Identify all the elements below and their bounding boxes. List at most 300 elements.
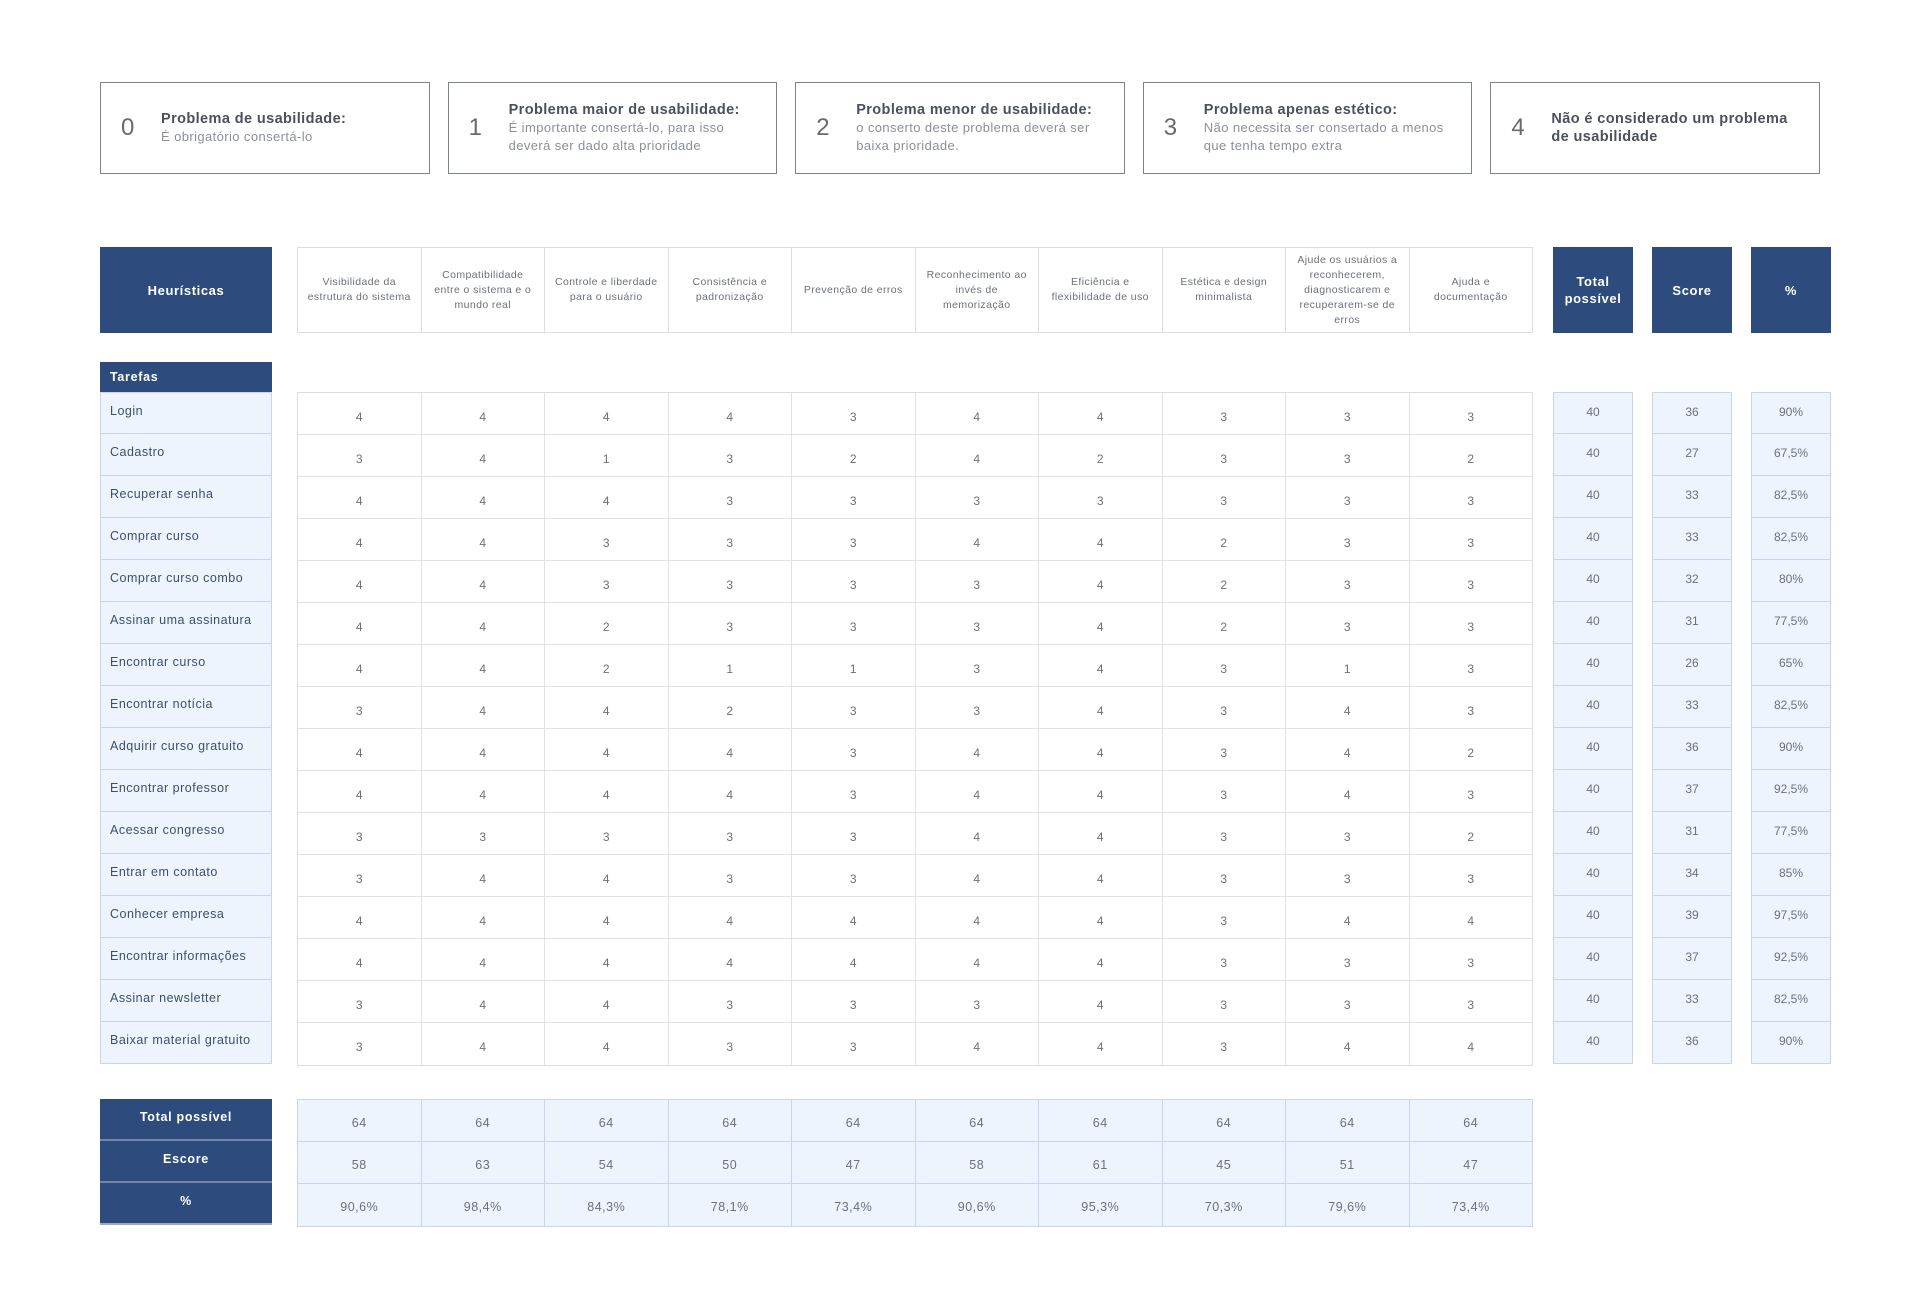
summary-cell: 90,6% [298,1184,422,1226]
summary-cell: 61 [1039,1142,1163,1183]
legend-item [1490,82,1820,174]
score-cell: 2 [1163,519,1287,560]
score-cell: 3 [1467,787,1475,802]
summary-cell: 64 [422,1100,546,1141]
score-cell: 3 [1286,561,1410,602]
table-row [298,393,1532,435]
score-cell: 4 [1039,897,1163,938]
score-cell: 4 [916,897,1040,938]
score-cell: 3 [1467,871,1475,886]
summary-cell: 54 [545,1142,669,1183]
heuristic-header-cell: Eficiência e flexibilidade de uso [1039,248,1163,332]
summary-cell: 51 [1286,1142,1410,1183]
score-cell: 4 [1039,561,1163,602]
score-cell: 3 [1163,729,1287,770]
score-cell: 3 [1467,493,1475,508]
score-total-cell: 33 [1652,476,1732,518]
total-cell: 40 [1553,518,1633,560]
task-label: Comprar curso [100,518,272,560]
score-total-cell: 32 [1652,560,1732,602]
score-cell: 4 [298,729,422,770]
score-cell: 2 [1163,561,1287,602]
score-cell: 4 [422,435,546,476]
score-cell: 3 [792,561,916,602]
score-cell: 3 [545,813,669,854]
legend-item [1143,82,1473,174]
table-row [298,771,1532,813]
table-row [298,477,1532,519]
summary-cell: 73,4% [792,1184,916,1226]
legend-title: Não é considerado um problema de usabilidade [1551,111,1788,145]
score-cell: 3 [669,477,793,518]
legend-title: Problema menor de usabilidade: [856,102,1093,118]
percent-cell: 85% [1751,854,1831,896]
score-cell: 3 [298,813,422,854]
total-cell: 40 [1553,434,1633,476]
summary-label: % [100,1183,272,1225]
score-cell: 3 [792,729,916,770]
score-cell: 4 [422,687,546,728]
legend-item [100,82,430,174]
score-cell: 4 [545,771,669,812]
heuristic-header-cell: Estética e design minimalista [1163,248,1287,332]
legend-description: o conserto deste problema deverá ser baixa prioridade. [856,120,1090,153]
score-cell: 4 [669,897,793,938]
score-cell: 4 [298,393,422,434]
total-cell: 40 [1553,392,1633,434]
summary-label: Escore [100,1141,272,1183]
total-column [1553,392,1633,1064]
score-cell: 4 [545,939,669,980]
score-cell: 4 [422,771,546,812]
percent-cell: 97,5% [1751,896,1831,938]
score-total-cell: 37 [1652,938,1732,980]
table-row [298,855,1532,897]
score-total-cell: 31 [1652,602,1732,644]
percent-cell: 90% [1751,728,1831,770]
summary-cell: 64 [1286,1100,1410,1141]
score-cell: 2 [545,645,669,686]
heuristic-header-cell: Ajuda e documentação [1433,276,1508,303]
score-cell: 4 [916,519,1040,560]
score-cell: 2 [1467,829,1475,844]
legend-number: 2 [816,114,830,141]
score-cell: 3 [669,519,793,560]
score-cell: 3 [669,1023,793,1065]
score-cell: 3 [916,603,1040,644]
total-cell: 40 [1553,770,1633,812]
summary-cell: 47 [1463,1157,1479,1172]
score-cell: 3 [1286,855,1410,896]
score-cell: 2 [792,435,916,476]
table-row [298,813,1532,855]
score-cell: 3 [1163,477,1287,518]
summary-cell: 70,3% [1163,1184,1287,1226]
total-cell: 40 [1553,812,1633,854]
legend-number: 4 [1511,114,1525,141]
score-cell: 2 [1467,745,1475,760]
percent-cell: 77,5% [1751,602,1831,644]
percent-cell: 82,5% [1751,518,1831,560]
score-cell: 3 [792,771,916,812]
score-cell: 3 [545,519,669,560]
task-label: Encontrar notícia [100,686,272,728]
score-cell: 3 [298,435,422,476]
score-cell: 3 [792,687,916,728]
score-cell: 3 [916,645,1040,686]
score-total-cell: 33 [1652,980,1732,1022]
summary-cell: 50 [669,1142,793,1183]
score-total-cell: 33 [1652,518,1732,560]
score-cell: 4 [298,561,422,602]
legend-title: Problema apenas estético: [1203,102,1398,118]
score-cell: 4 [1039,981,1163,1022]
score-cell: 3 [1467,535,1475,550]
score-cell: 3 [1286,435,1410,476]
score-cell: 3 [1163,897,1287,938]
percent-cell: 90% [1751,392,1831,434]
summary-cell: 64 [669,1100,793,1141]
score-cell: 4 [669,729,793,770]
score-cell: 4 [422,939,546,980]
score-total-cell: 36 [1652,728,1732,770]
total-possible-header: Total possível [1553,247,1633,333]
score-cell: 3 [422,813,546,854]
heuristic-header-cell: Prevenção de erros [792,248,916,332]
score-cell: 3 [1467,577,1475,592]
summary-cell: 73,4% [1451,1200,1490,1214]
score-cell: 3 [1039,477,1163,518]
score-total-cell: 34 [1652,854,1732,896]
total-cell: 40 [1553,686,1633,728]
table-row [298,519,1532,561]
score-cell: 3 [792,1023,916,1065]
score-cell: 3 [1286,519,1410,560]
score-cell: 3 [916,561,1040,602]
score-cell: 2 [1163,603,1287,644]
heuristic-header-cell: Reconhecimento ao invés de memorização [916,248,1040,332]
score-cell: 3 [916,981,1040,1022]
percent-header: % [1751,247,1831,333]
table-row [298,561,1532,603]
summary-cell: 58 [298,1142,422,1183]
total-cell: 40 [1553,728,1633,770]
score-cell: 4 [1039,1023,1163,1065]
severity-legend [100,82,1820,174]
score-cell: 3 [545,561,669,602]
score-cell: 3 [792,477,916,518]
task-label: Assinar newsletter [100,980,272,1022]
score-cell: 4 [792,939,916,980]
summary-row [298,1184,1532,1226]
summary-cell: 64 [545,1100,669,1141]
score-cell: 4 [298,519,422,560]
score-cell: 4 [1039,729,1163,770]
legend-description: Não necessita ser consertado a menos que tenha tempo extra [1203,120,1444,153]
score-cell: 4 [916,729,1040,770]
score-cell: 3 [298,687,422,728]
score-cell: 4 [545,897,669,938]
legend-item [448,82,778,174]
score-cell: 4 [422,1023,546,1065]
heuristic-header-cell: Consistência e padronização [669,248,793,332]
score-cell: 3 [669,813,793,854]
score-cell: 4 [1286,771,1410,812]
heuristics-header-row [297,247,1533,333]
score-cell: 4 [1467,913,1475,928]
score-cell: 3 [1467,409,1475,424]
legend-number: 3 [1163,114,1178,141]
summary-cell: 64 [1163,1100,1287,1141]
score-cell: 3 [298,855,422,896]
score-cell: 4 [298,603,422,644]
heuristic-header-cell: Visibilidade da estrutura do sistema [298,248,422,332]
score-cell: 4 [792,897,916,938]
table-row [298,435,1532,477]
score-cell: 3 [1163,1023,1287,1065]
summary-label-column [100,1099,272,1225]
score-cell: 3 [298,981,422,1022]
score-cell: 4 [1039,645,1163,686]
score-cell: 4 [1039,603,1163,644]
task-label: Encontrar informações [100,938,272,980]
total-cell: 40 [1553,476,1633,518]
task-label: Cadastro [100,434,272,476]
score-cell: 2 [1039,435,1163,476]
score-cell: 4 [545,981,669,1022]
summary-row [298,1100,1532,1142]
score-cell: 3 [669,603,793,644]
score-cell: 3 [1163,687,1287,728]
score-cell: 4 [422,477,546,518]
task-label: Encontrar curso [100,644,272,686]
score-cell: 3 [669,981,793,1022]
score-cell: 3 [1286,603,1410,644]
total-cell: 40 [1553,980,1633,1022]
task-label: Login [100,392,272,434]
summary-cell: 64 [916,1100,1040,1141]
score-cell: 4 [1039,813,1163,854]
score-cell: 4 [298,771,422,812]
score-cell: 3 [1467,661,1475,676]
task-label: Recuperar senha [100,476,272,518]
score-cell: 3 [792,813,916,854]
heuristic-header-cell: Ajude os usuários a reconhecerem, diagnosticarem e recuperarem-se de erros [1286,248,1410,332]
total-cell: 40 [1553,644,1633,686]
score-cell: 3 [1286,981,1410,1022]
table-row [298,645,1532,687]
score-cell: 4 [669,771,793,812]
summary-cell: 47 [792,1142,916,1183]
task-label: Comprar curso combo [100,560,272,602]
score-cell: 3 [1467,619,1475,634]
legend-item [795,82,1125,174]
score-cell: 1 [669,645,793,686]
summary-cell: 64 [1039,1100,1163,1141]
table-row [298,687,1532,729]
summary-cell: 84,3% [545,1184,669,1226]
score-cell: 3 [792,855,916,896]
score-cell: 4 [916,393,1040,434]
total-cell: 40 [1553,938,1633,980]
percent-cell: 80% [1751,560,1831,602]
tasks-header: Tarefas [100,362,272,392]
score-cell: 2 [1467,451,1475,466]
score-total-cell: 26 [1652,644,1732,686]
summary-cell: 90,6% [916,1184,1040,1226]
score-cell: 3 [1163,771,1287,812]
score-cell: 4 [545,855,669,896]
score-cell: 3 [1163,435,1287,476]
score-cell: 4 [545,687,669,728]
score-cell: 4 [422,603,546,644]
score-cell: 4 [422,561,546,602]
score-cell: 4 [545,1023,669,1065]
score-column [1652,392,1732,1064]
score-cell: 3 [1467,955,1475,970]
score-cell: 3 [669,435,793,476]
score-cell: 4 [1039,939,1163,980]
percent-cell: 92,5% [1751,770,1831,812]
score-cell: 3 [1163,645,1287,686]
legend-title: Problema maior de usabilidade: [508,102,740,118]
score-cell: 1 [792,645,916,686]
score-cell: 4 [1039,771,1163,812]
score-cell: 4 [669,393,793,434]
score-cell: 4 [916,771,1040,812]
percent-cell: 65% [1751,644,1831,686]
score-total-cell: 37 [1652,770,1732,812]
score-cell: 3 [1467,997,1475,1012]
summary-cell: 64 [1463,1115,1479,1130]
score-cell: 1 [545,435,669,476]
percent-cell: 82,5% [1751,476,1831,518]
score-cell: 4 [669,939,793,980]
percent-cell: 82,5% [1751,686,1831,728]
score-cell: 4 [1039,519,1163,560]
score-cell: 4 [298,939,422,980]
score-cell: 3 [916,477,1040,518]
score-cell: 3 [1286,393,1410,434]
score-cell: 4 [1286,897,1410,938]
task-label: Acessar congresso [100,812,272,854]
score-cell: 4 [422,645,546,686]
score-cell: 4 [916,813,1040,854]
score-cell: 4 [422,897,546,938]
score-cell: 4 [916,1023,1040,1065]
table-row [298,1023,1532,1065]
score-cell: 3 [1163,981,1287,1022]
score-cell: 3 [792,981,916,1022]
summary-cell: 95,3% [1039,1184,1163,1226]
heuristic-header-cell: Compatibilidade entre o sistema e o mundo real [422,248,546,332]
summary-cell: 58 [916,1142,1040,1183]
table-row [298,939,1532,981]
percent-cell: 77,5% [1751,812,1831,854]
score-cell: 3 [298,1023,422,1065]
summary-row [298,1142,1532,1184]
score-cell: 4 [916,435,1040,476]
percent-cell: 67,5% [1751,434,1831,476]
percent-cell: 90% [1751,1022,1831,1064]
percent-cell: 92,5% [1751,938,1831,980]
score-total-cell: 39 [1652,896,1732,938]
score-cell: 3 [1286,939,1410,980]
task-label-column [100,392,272,1064]
score-cell: 4 [545,477,669,518]
score-cell: 4 [1286,687,1410,728]
score-cell: 3 [669,561,793,602]
score-total-cell: 36 [1652,392,1732,434]
score-cell: 4 [422,519,546,560]
score-cell: 4 [545,393,669,434]
score-cell: 4 [545,729,669,770]
score-cell: 3 [1163,813,1287,854]
score-total-cell: 27 [1652,434,1732,476]
summary-cell: 78,1% [669,1184,793,1226]
total-cell: 40 [1553,854,1633,896]
percent-cell: 82,5% [1751,980,1831,1022]
score-cell: 4 [422,855,546,896]
score-cell: 2 [669,687,793,728]
score-cell: 3 [792,519,916,560]
score-cell: 4 [1286,1023,1410,1065]
score-total-cell: 31 [1652,812,1732,854]
heuristic-header-cell: Controle e liberdade para o usuário [545,248,669,332]
score-cell: 3 [792,393,916,434]
score-cell: 4 [1039,393,1163,434]
score-cell: 3 [1163,393,1287,434]
summary-cell: 45 [1163,1142,1287,1183]
score-cell: 4 [298,477,422,518]
score-total-cell: 33 [1652,686,1732,728]
summary-cell: 79,6% [1286,1184,1410,1226]
total-cell: 40 [1553,896,1633,938]
total-cell: 40 [1553,1022,1633,1064]
score-cell: 4 [1467,1040,1475,1054]
summary-grid [297,1099,1533,1227]
summary-cell: 64 [298,1100,422,1141]
task-label: Entrar em contato [100,854,272,896]
table-row [298,897,1532,939]
score-cell: 1 [1286,645,1410,686]
legend-title: Problema de usabilidade: [161,111,347,127]
total-cell: 40 [1553,560,1633,602]
score-cell: 4 [1039,687,1163,728]
score-cell: 3 [669,855,793,896]
score-header: Score [1652,247,1732,333]
score-total-cell: 36 [1652,1022,1732,1064]
table-row [298,729,1532,771]
score-cell: 4 [298,897,422,938]
score-grid [297,392,1533,1066]
legend-number: 1 [468,114,482,141]
score-cell: 3 [792,603,916,644]
total-cell: 40 [1553,602,1633,644]
score-cell: 4 [1039,855,1163,896]
score-cell: 4 [916,939,1040,980]
score-cell: 3 [1163,939,1287,980]
task-label: Baixar material gratuito [100,1022,272,1064]
legend-description: É obrigatório consertá-lo [161,129,313,144]
heuristics-header: Heurísticas [100,247,272,333]
score-cell: 4 [422,981,546,1022]
score-cell: 3 [1286,813,1410,854]
summary-cell: 98,4% [422,1184,546,1226]
score-cell: 3 [916,687,1040,728]
task-label: Conhecer empresa [100,896,272,938]
task-label: Assinar uma assinatura [100,602,272,644]
